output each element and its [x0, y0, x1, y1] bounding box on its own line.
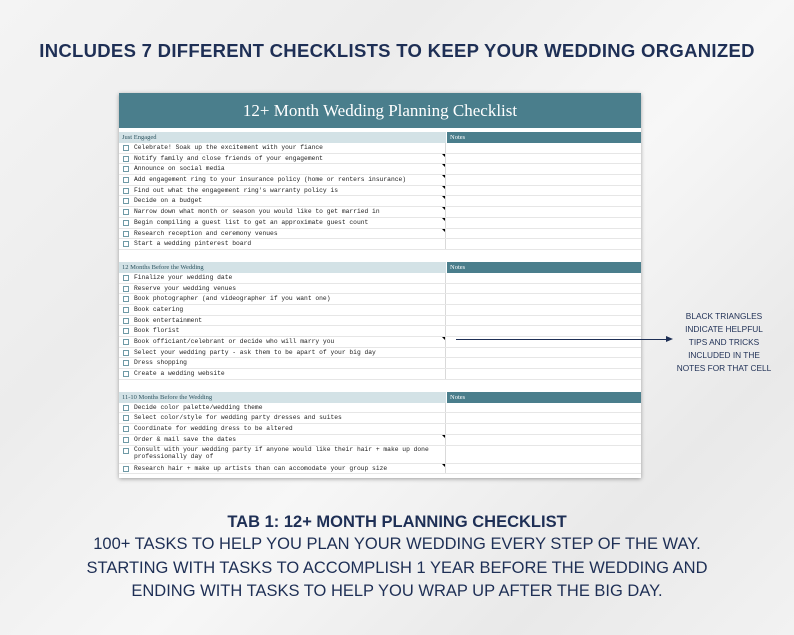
task-row	[119, 186, 641, 197]
notes-cell[interactable]	[446, 348, 641, 358]
task-cell[interactable]	[119, 284, 446, 294]
task-cell[interactable]	[119, 143, 446, 153]
task-label: Consult with your wedding party if anyone would like their hair + make up done professionally day of	[134, 445, 429, 460]
section-header	[119, 132, 641, 143]
note-indicator-icon[interactable]	[442, 435, 445, 438]
task-row	[119, 284, 641, 295]
notes-header: Notes	[446, 132, 641, 143]
notes-cell[interactable]	[446, 239, 641, 249]
task-label: Order & mail save the dates	[134, 435, 237, 443]
section-header	[119, 392, 641, 403]
annotation-line: INDICATE HELPFUL	[685, 324, 763, 334]
notes-cell[interactable]	[446, 229, 641, 239]
section-spacer	[119, 380, 641, 388]
task-label: Create a wedding website	[134, 370, 225, 378]
task-cell[interactable]	[119, 316, 446, 326]
task-checkbox[interactable]	[123, 296, 129, 302]
notes-cell[interactable]	[446, 403, 641, 413]
checklist-section	[119, 392, 641, 474]
notes-cell[interactable]	[446, 326, 641, 336]
task-row	[119, 369, 641, 380]
task-cell[interactable]	[119, 218, 446, 228]
checklist-section	[119, 262, 641, 388]
task-cell[interactable]	[119, 369, 446, 379]
task-row	[119, 348, 641, 359]
task-cell[interactable]	[119, 403, 446, 413]
task-label: Announce on social media	[134, 165, 225, 173]
task-checkbox[interactable]	[123, 318, 129, 324]
task-label: Book photographer (and videographer if you want one)	[134, 295, 331, 303]
caption-line: 100+ TASKS TO HELP YOU PLAN YOUR WEDDING EVERY STEP OF THE WAY.	[93, 535, 701, 553]
spreadsheet-preview	[119, 93, 641, 478]
task-label: Start a wedding pinterest board	[134, 240, 252, 248]
task-checkbox[interactable]	[123, 177, 129, 183]
notes-cell[interactable]	[446, 273, 641, 283]
task-label: Dress shopping	[134, 359, 187, 367]
task-row	[119, 358, 641, 369]
task-checkbox[interactable]	[123, 220, 129, 226]
task-label: Decide on a budget	[134, 197, 203, 205]
notes-cell[interactable]	[446, 464, 641, 474]
task-cell[interactable]	[119, 446, 446, 463]
task-row	[119, 164, 641, 175]
task-label: Research hair + make up artists than can accomodate your group size	[134, 464, 388, 472]
task-cell[interactable]	[119, 207, 446, 217]
task-label: Book catering	[134, 305, 184, 313]
notes-cell[interactable]	[446, 154, 641, 164]
note-indicator-icon[interactable]	[442, 164, 445, 167]
task-row	[119, 326, 641, 337]
task-cell[interactable]	[119, 164, 446, 174]
notes-cell[interactable]	[446, 413, 641, 423]
task-label: Coordinate for wedding dress to be altered	[134, 425, 293, 433]
task-row	[119, 143, 641, 154]
task-label: Select your wedding party - ask them to be apart of your big day	[134, 348, 376, 356]
caption-line: STARTING WITH TASKS TO ACCOMPLISH 1 YEAR BEFORE THE WEDDING AND	[86, 558, 708, 577]
notes-cell[interactable]	[446, 369, 641, 379]
task-label: Begin compiling a guest list to get an approximate guest count	[134, 218, 369, 226]
task-cell[interactable]	[119, 273, 446, 283]
task-row	[119, 175, 641, 186]
note-indicator-icon[interactable]	[442, 154, 445, 157]
task-cell[interactable]	[119, 239, 446, 249]
task-checkbox[interactable]	[123, 188, 129, 194]
task-row	[119, 207, 641, 218]
notes-cell[interactable]	[446, 164, 641, 174]
task-label: Finalize your wedding date	[134, 273, 233, 281]
notes-cell[interactable]	[446, 143, 641, 153]
task-row	[119, 305, 641, 316]
checklist-section	[119, 132, 641, 258]
task-checkbox[interactable]	[123, 231, 129, 237]
task-checkbox[interactable]	[123, 371, 129, 377]
task-row	[119, 218, 641, 229]
task-checkbox[interactable]	[123, 328, 129, 334]
notes-cell[interactable]	[446, 218, 641, 228]
task-label: Decide color palette/wedding theme	[134, 403, 263, 411]
task-row	[119, 435, 641, 446]
task-row	[119, 239, 641, 250]
notes-cell[interactable]	[446, 186, 641, 196]
caption-line: ENDING WITH TASKS TO HELP YOU WRAP UP AFTER THE BIG DAY.	[131, 582, 663, 600]
task-row	[119, 154, 641, 165]
notes-header: Notes	[446, 262, 641, 273]
task-row	[119, 446, 641, 464]
task-label: Reserve your wedding venues	[134, 284, 237, 292]
notes-cell[interactable]	[446, 207, 641, 217]
task-checkbox[interactable]	[123, 350, 129, 356]
task-label: Notify family and close friends of your engagement	[134, 154, 323, 162]
annotation-line: NOTES FOR THAT CELL	[676, 363, 772, 373]
task-checkbox[interactable]	[123, 339, 129, 345]
section-title: Just Engaged	[119, 132, 446, 143]
task-checkbox[interactable]	[123, 415, 129, 421]
notes-header: Notes	[446, 392, 641, 403]
annotation-line: BLACK TRIANGLES	[685, 311, 763, 321]
task-cell[interactable]	[119, 348, 446, 358]
task-checkbox[interactable]	[123, 145, 129, 151]
task-cell[interactable]	[119, 358, 446, 368]
section-header	[119, 262, 641, 273]
task-cell[interactable]	[119, 175, 446, 185]
task-cell[interactable]	[119, 413, 446, 423]
task-cell[interactable]	[119, 435, 446, 445]
headline: INCLUDES 7 DIFFERENT CHECKLISTS TO KEEP YOUR WEDDING ORGANIZED	[39, 40, 755, 61]
notes-cell[interactable]	[446, 424, 641, 434]
task-row	[119, 273, 641, 284]
task-checkbox[interactable]	[123, 405, 129, 411]
section-title: 11-10 Months Before the Wedding	[119, 392, 446, 403]
task-cell[interactable]	[119, 294, 446, 304]
task-row	[119, 229, 641, 240]
task-label: Research reception and ceremony venues	[134, 229, 278, 237]
task-checkbox[interactable]	[123, 275, 129, 281]
caption	[0, 511, 794, 604]
note-indicator-icon[interactable]	[442, 464, 445, 467]
note-indicator-icon[interactable]	[442, 207, 445, 210]
note-indicator-icon[interactable]	[442, 229, 445, 232]
note-indicator-icon[interactable]	[442, 186, 445, 189]
task-checkbox[interactable]	[123, 437, 129, 443]
task-checkbox[interactable]	[123, 360, 129, 366]
notes-cell[interactable]	[446, 175, 641, 185]
note-indicator-icon[interactable]	[442, 175, 445, 178]
task-cell[interactable]	[119, 337, 446, 347]
task-cell[interactable]	[119, 196, 446, 206]
notes-cell[interactable]	[446, 305, 641, 315]
task-checkbox[interactable]	[123, 198, 129, 204]
notes-cell[interactable]	[446, 358, 641, 368]
task-row	[119, 464, 641, 475]
task-cell[interactable]	[119, 229, 446, 239]
task-label: Add engagement ring to your insurance policy (home or renters insurance)	[134, 176, 407, 184]
sheet-title: 12+ Month Wedding Planning Checklist	[119, 93, 641, 128]
task-label: Select color/style for wedding party dresses and suites	[134, 414, 342, 422]
annotation-line: TIPS AND TRICKS	[688, 337, 760, 347]
task-cell[interactable]	[119, 326, 446, 336]
arrow-line	[456, 339, 668, 340]
notes-cell[interactable]	[446, 196, 641, 206]
section-title: 12 Months Before the Wedding	[119, 262, 446, 273]
task-checkbox[interactable]	[123, 156, 129, 162]
task-label: Find out what the engagement ring's warranty policy is	[134, 186, 339, 194]
note-indicator-icon[interactable]	[442, 196, 445, 199]
task-checkbox[interactable]	[123, 448, 129, 454]
task-cell[interactable]	[119, 154, 446, 164]
notes-cell[interactable]	[446, 294, 641, 304]
task-row	[119, 403, 641, 414]
task-checkbox[interactable]	[123, 209, 129, 215]
task-row	[119, 294, 641, 305]
task-row	[119, 316, 641, 327]
task-row	[119, 424, 641, 435]
notes-cell[interactable]	[446, 316, 641, 326]
task-label: Celebrate! Soak up the excitement with your fiance	[134, 144, 323, 151]
notes-cell[interactable]	[446, 435, 641, 445]
task-cell[interactable]	[119, 464, 446, 474]
task-row	[119, 196, 641, 207]
task-label: Book entertainment	[134, 316, 203, 324]
task-checkbox[interactable]	[123, 166, 129, 172]
task-label: Book officiant/celebrant or decide who will marry you	[134, 338, 335, 345]
section-spacer	[119, 250, 641, 258]
task-checkbox[interactable]	[123, 426, 129, 432]
annotation	[662, 310, 786, 375]
annotation-line: INCLUDED IN THE	[688, 350, 760, 360]
notes-cell[interactable]	[446, 284, 641, 294]
task-cell[interactable]	[119, 305, 446, 315]
notes-cell[interactable]	[446, 446, 641, 463]
task-cell[interactable]	[119, 186, 446, 196]
sections-container	[119, 132, 641, 474]
task-checkbox[interactable]	[123, 241, 129, 247]
task-checkbox[interactable]	[123, 307, 129, 313]
task-checkbox[interactable]	[123, 466, 129, 472]
task-checkbox[interactable]	[123, 286, 129, 292]
task-cell[interactable]	[119, 424, 446, 434]
task-label: Narrow down what month or season you would like to get married in	[134, 208, 380, 216]
note-indicator-icon[interactable]	[442, 337, 445, 340]
caption-title: TAB 1: 12+ MONTH PLANNING CHECKLIST	[227, 513, 567, 531]
task-row	[119, 413, 641, 424]
note-indicator-icon[interactable]	[442, 218, 445, 221]
task-label: Book florist	[134, 327, 180, 335]
